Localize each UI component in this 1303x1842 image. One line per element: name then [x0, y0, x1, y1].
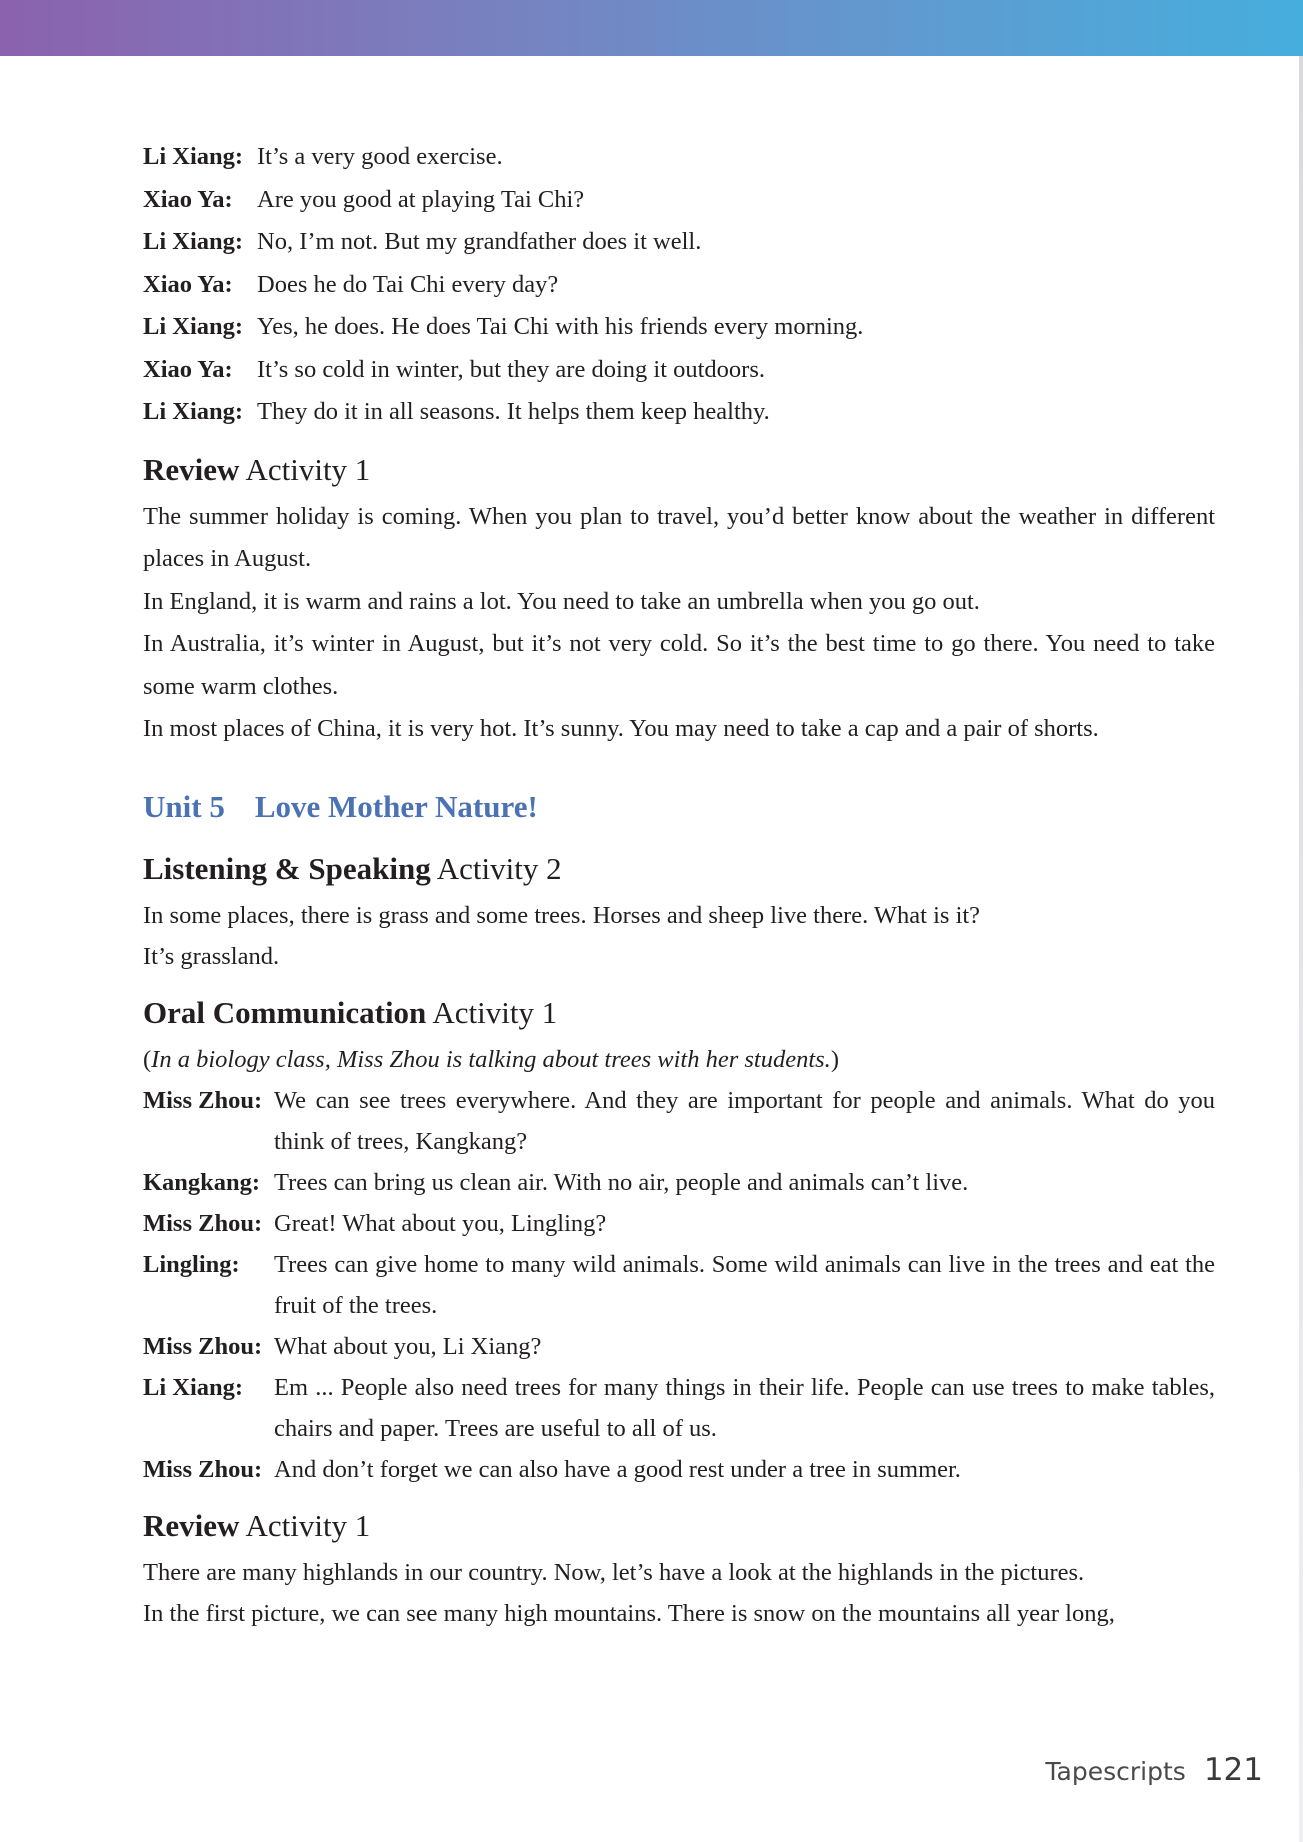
- page-number: 121: [1203, 1752, 1263, 1788]
- line-text: We can see trees everywhere. And they are important for people and animals. What do you think of trees, Kangkang?: [274, 1086, 1215, 1155]
- dialogue-line: [143, 1367, 1215, 1449]
- line-text: No, I’m not. But my grandfather does it well.: [257, 228, 702, 255]
- line-text: Trees can give home to many wild animals. Some wild animals can live in the trees and eat the fruit of the trees.: [274, 1250, 1215, 1319]
- speaker: Li Xiang:: [143, 1373, 244, 1401]
- speaker: Kangkang:: [143, 1168, 261, 1196]
- dialogue-line: [143, 264, 1215, 307]
- oral-heading: [143, 987, 1215, 1039]
- heading-activity: Activity 2: [436, 850, 562, 886]
- paragraph: In the first picture, we can see many high mountains. There is snow on the mountains all year long,: [143, 1599, 1115, 1627]
- dialogue-line: [143, 1449, 1215, 1490]
- dialogue-line: [143, 349, 1215, 392]
- dialogue-line: [143, 221, 1215, 264]
- heading-activity: Activity 1: [432, 994, 558, 1030]
- speaker: Lingling:: [143, 1250, 240, 1278]
- page-edge: [1299, 56, 1303, 1842]
- speaker: Miss Zhou:: [143, 1455, 263, 1483]
- line-text: Are you good at playing Tai Chi?: [257, 185, 585, 213]
- paragraph: In England, it is warm and rains a lot. You need to take an umbrella when you go out.: [143, 587, 980, 615]
- speaker: Miss Zhou:: [143, 1332, 263, 1360]
- paragraph: In Australia, it’s winter in August, but it’s not very cold. So it’s the best time to go there. You need to take some warm clothes.: [143, 630, 1215, 700]
- speaker: Xiao Ya:: [143, 185, 233, 213]
- line-text: Em ... People also need trees for many things in their life. People can use trees to make tables, chairs and paper. Trees are useful to all of us.: [274, 1373, 1215, 1442]
- paragraph: In most places of China, it is very hot. It’s sunny. You may need to take a cap and a pair of shorts.: [143, 715, 1099, 742]
- unit-heading: [143, 781, 1215, 833]
- dialogue-line: [143, 179, 1215, 222]
- line-text: It’s a very good exercise.: [257, 143, 503, 170]
- heading-bold: Review: [143, 1507, 240, 1543]
- dialogue-line: [143, 1326, 1215, 1367]
- unit-number: Unit 5: [143, 788, 225, 824]
- line-text: Trees can bring us clean air. With no air, people and animals can’t live.: [274, 1168, 969, 1196]
- heading-bold: Oral Communication: [143, 994, 427, 1030]
- dialogue-line: [143, 391, 1215, 434]
- paren-close: ): [830, 1045, 839, 1073]
- unit-title: Love Mother Nature!: [254, 788, 538, 824]
- paragraph: The summer holiday is coming. When you plan to travel, you’d better know about the weather in different places in August.: [143, 502, 1215, 572]
- speaker: Li Xiang:: [143, 398, 244, 425]
- review-heading: [143, 1500, 1215, 1552]
- speaker: Miss Zhou:: [143, 1086, 263, 1114]
- heading-activity: Activity 1: [245, 1507, 371, 1543]
- page-content: [143, 136, 1215, 1634]
- heading-activity: Activity 1: [245, 451, 371, 487]
- dialogue-line: [143, 1162, 1215, 1203]
- speaker: Xiao Ya:: [143, 355, 233, 383]
- line-text: They do it in all seasons. It helps them keep healthy.: [257, 398, 770, 425]
- line-text: Does he do Tai Chi every day?: [257, 270, 559, 298]
- speaker: Li Xiang:: [143, 313, 244, 340]
- paragraph: There are many highlands in our country. Now, let’s have a look at the highlands in the pictures.: [143, 1558, 1085, 1586]
- dialogue-line: [143, 1203, 1215, 1244]
- line-text: What about you, Li Xiang?: [274, 1332, 542, 1360]
- dialogue-taichi: [143, 136, 1215, 434]
- speaker: Miss Zhou:: [143, 1209, 263, 1237]
- dialogue-line: [143, 306, 1215, 349]
- speaker: Xiao Ya:: [143, 270, 233, 298]
- line-text: And don’t forget we can also have a good rest under a tree in summer.: [274, 1455, 961, 1483]
- page-footer: [1045, 1752, 1263, 1792]
- dialogue-line: [143, 136, 1215, 179]
- dialogue-line: [143, 1244, 1215, 1326]
- dialogue-trees: [143, 1080, 1215, 1490]
- stage-direction: [143, 1039, 1215, 1080]
- paragraph: In some places, there is grass and some trees. Horses and sheep live there. What is it?: [143, 901, 981, 929]
- footer-label: Tapescripts: [1045, 1757, 1186, 1786]
- speaker: Li Xiang:: [143, 228, 244, 255]
- line-text: Great! What about you, Lingling?: [274, 1209, 607, 1237]
- line-text: It’s so cold in winter, but they are doing it outdoors.: [257, 355, 766, 383]
- line-text: Yes, he does. He does Tai Chi with his friends every morning.: [257, 313, 864, 340]
- speaker: Li Xiang:: [143, 143, 244, 170]
- heading-bold: Listening & Speaking: [143, 850, 431, 886]
- listening-heading: [143, 843, 1215, 895]
- paren-open: (: [143, 1045, 152, 1073]
- review-heading: [143, 444, 1215, 496]
- stage-text: In a biology class, Miss Zhou is talking about trees with her students.: [151, 1045, 831, 1073]
- dialogue-line: [143, 1080, 1215, 1162]
- paragraph: It’s grassland.: [143, 942, 280, 970]
- header-gradient-bar: [0, 0, 1303, 56]
- heading-bold: Review: [143, 451, 240, 487]
